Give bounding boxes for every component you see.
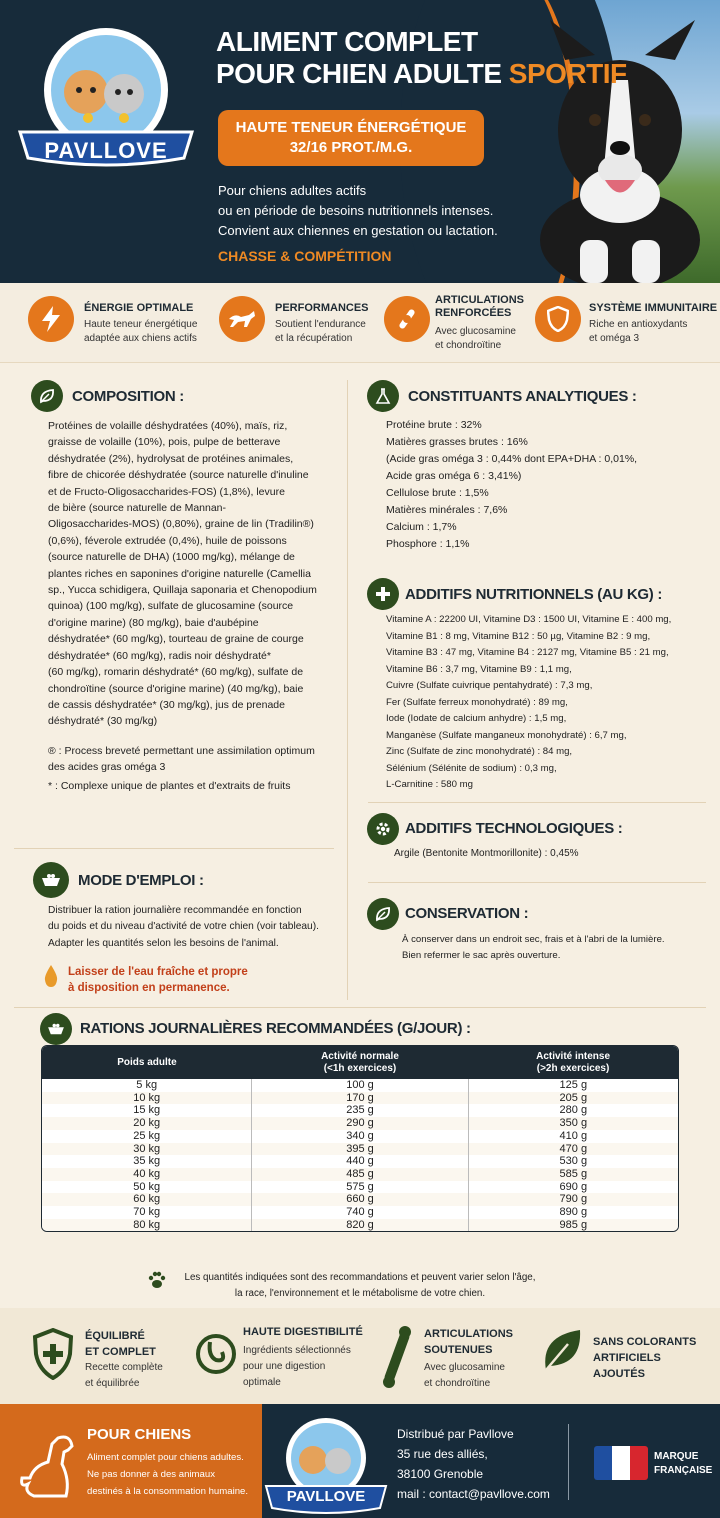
table-row bbox=[42, 1155, 678, 1168]
feature-desc-line: et oméga 3 bbox=[589, 333, 640, 344]
additive-line: Cuivre (Sulfate cuivrique pentahydraté) : 7,3 mg, bbox=[386, 680, 593, 691]
analytical-line: Calcium : 1,7% bbox=[386, 521, 457, 533]
benefit-desc-line: pour une digestion bbox=[243, 1361, 326, 1372]
stomach-icon bbox=[196, 1332, 236, 1376]
cell-weight: 80 kg bbox=[42, 1219, 252, 1232]
logo-text: PAVLLOVE bbox=[44, 138, 168, 163]
feature-desc-line: adaptée aux chiens actifs bbox=[84, 333, 197, 344]
intro-line: Pour chiens adultes actifs bbox=[218, 183, 367, 198]
composition-note: * : Complexe unique de plantes et d'extraits de fruits bbox=[48, 780, 291, 792]
rations-table bbox=[41, 1045, 679, 1232]
composition-line: déshydraté* (30 mg/kg) bbox=[48, 715, 158, 728]
composition-line: (0,6%), féverole extrudée (0,4%), huile de poissons bbox=[48, 534, 287, 547]
cell-intense: 890 g bbox=[559, 1206, 588, 1219]
benefit-desc bbox=[424, 1360, 505, 1392]
table-row bbox=[42, 1181, 678, 1194]
benefits-strip bbox=[0, 1308, 720, 1404]
benefit-desc bbox=[243, 1343, 351, 1391]
feature-title-line: RENFORCÉES bbox=[435, 307, 512, 319]
table-row bbox=[42, 1206, 678, 1219]
composition-line: de bière (source naturelle de Mannan- bbox=[48, 502, 227, 515]
cell-weight: 40 kg bbox=[42, 1168, 252, 1181]
tech-text: Argile (Bentonite Montmorillonite) : 0,45% bbox=[394, 848, 579, 859]
additives-text bbox=[386, 612, 716, 794]
running-dog-icon bbox=[219, 296, 265, 342]
analytical-line: Protéine brute : 32% bbox=[386, 419, 482, 431]
table-header-row bbox=[42, 1046, 678, 1079]
feature-desc bbox=[84, 318, 197, 346]
cell-normal: 290 g bbox=[252, 1117, 468, 1130]
cell-normal: 100 g bbox=[252, 1079, 468, 1092]
gear-icon bbox=[367, 813, 399, 845]
feature-title: PERFORMANCES bbox=[275, 302, 369, 314]
conservation-line: Bien refermer le sac après ouverture. bbox=[402, 950, 561, 962]
title-line-2-text: POUR CHIEN ADULTE bbox=[216, 58, 509, 89]
feature-desc-line: et la récupération bbox=[275, 333, 353, 344]
benefit-desc-line: Recette complète bbox=[85, 1362, 163, 1373]
table-row bbox=[42, 1193, 678, 1206]
benefit-title-line: ET COMPLET bbox=[85, 1346, 156, 1358]
cell-normal: 575 g bbox=[252, 1181, 468, 1194]
benefit-desc bbox=[85, 1360, 163, 1392]
col-header-line: (>2h exercices) bbox=[536, 1062, 610, 1074]
benefit-title-line: AJOUTÉS bbox=[593, 1368, 645, 1380]
composition-line: Oligosaccharides-MOS) (0,80%), graine de lin (Tradilin®) bbox=[48, 518, 314, 531]
analytical-line: Matières grasses brutes : 16% bbox=[386, 436, 528, 448]
composition-line: chondroïtine (source d'origine marine) (40 mg/kg), baie bbox=[48, 682, 304, 695]
plus-icon bbox=[367, 578, 399, 610]
cell-intense: 585 g bbox=[468, 1168, 678, 1181]
address-line: 35 rue des alliés, bbox=[397, 1447, 488, 1461]
feature-desc bbox=[275, 318, 366, 346]
table-row bbox=[42, 1143, 678, 1156]
composition-text bbox=[48, 418, 343, 730]
composition-line: graisse de volaille (10%), pois, pulpe de betterave bbox=[48, 436, 281, 449]
cell-intense: 530 g bbox=[559, 1155, 588, 1168]
cell-normal: 740 g bbox=[252, 1206, 468, 1219]
badge-line-2: 32/16 PROT./M.G. bbox=[289, 139, 413, 156]
title-line-2 bbox=[216, 58, 627, 90]
rations-title: RATIONS JOURNALIÈRES RECOMMANDÉES (G/JOUR) : bbox=[80, 1020, 471, 1037]
cell-weight: 50 kg bbox=[42, 1181, 252, 1194]
tech-title: ADDITIFS TECHNOLOGIQUES : bbox=[405, 820, 623, 837]
label-line: MARQUE bbox=[654, 1451, 699, 1462]
benefit-desc-line: et équilibrée bbox=[85, 1378, 140, 1389]
lightning-icon bbox=[28, 296, 74, 342]
french-flag-icon bbox=[594, 1446, 648, 1480]
additive-line: Manganèse (Sulfate manganeux monohydraté) : 6,7 mg, bbox=[386, 729, 627, 741]
cell-weight: 70 kg bbox=[42, 1206, 252, 1219]
composition-line: plantes riches en saponines d'origine naturelle (Camellia bbox=[48, 567, 311, 580]
composition-title: COMPOSITION : bbox=[72, 388, 184, 405]
analytical-line: Phosphore : 1,1% bbox=[386, 538, 470, 550]
col-header-line: Activité normale bbox=[321, 1050, 399, 1062]
title-line-1: ALIMENT COMPLET bbox=[216, 26, 478, 57]
composition-line: et de Fructo-Oligosaccharides-FOS) (1,8%), levure bbox=[48, 485, 285, 498]
feature-desc-line: Haute teneur énergétique bbox=[84, 319, 198, 330]
cell-weight: 15 kg bbox=[42, 1104, 252, 1117]
cell-intense: 410 g bbox=[559, 1129, 588, 1142]
badge-line-1: HAUTE TENEUR ÉNERGÉTIQUE bbox=[235, 119, 467, 136]
water-line: Laisser de l'eau fraîche et propre bbox=[68, 966, 248, 978]
feature-title bbox=[435, 294, 524, 320]
additives-title: ADDITIFS NUTRITIONNELS (AU KG) : bbox=[405, 586, 663, 603]
composition-line: sp., Yucca schidigera, Quillaja saponaria et Chenopodium bbox=[48, 584, 317, 597]
benefit-title bbox=[85, 1328, 156, 1360]
additive-line: Sélénium (Sélénite de sodium) : 0,3 mg, bbox=[386, 762, 557, 774]
composition-note bbox=[48, 743, 343, 776]
cell-intense: 470 g bbox=[468, 1143, 678, 1156]
sitting-dog-icon bbox=[18, 1430, 80, 1502]
address-line: 38100 Grenoble bbox=[397, 1467, 484, 1481]
bowl-icon bbox=[33, 862, 69, 898]
cell-weight: 60 kg bbox=[42, 1193, 252, 1206]
analytical-line: Matières minérales : 7,6% bbox=[386, 504, 508, 516]
cell-intense: 690 g bbox=[559, 1180, 588, 1193]
feature-desc-line: Avec glucosamine bbox=[435, 326, 516, 337]
composition-line: (60 mg/kg), romarin déshydraté* (60 mg/kg), sulfate de bbox=[48, 666, 304, 679]
feature-desc-line: Riche en antioxydants bbox=[589, 319, 688, 330]
footer-title: POUR CHIENS bbox=[87, 1426, 192, 1443]
additive-line: Zinc (Sulfate de zinc monohydraté) : 84 mg, bbox=[386, 746, 573, 757]
feature-title: SYSTÈME IMMUNITAIRE bbox=[589, 302, 718, 314]
french-brand-label bbox=[654, 1450, 712, 1478]
composition-line: déshydratée* (60 mg/kg), radis noir déshydraté* bbox=[48, 649, 271, 662]
water-line: à disposition en permanence. bbox=[68, 982, 230, 994]
water-drop-icon bbox=[43, 964, 59, 988]
composition-line: déshydratée (2%), hydrolysat de protéines animales, bbox=[48, 452, 294, 465]
feature-desc-line: Soutient l'endurance bbox=[275, 319, 366, 330]
bone-icon bbox=[378, 1324, 416, 1390]
additive-line: L-Carnitine : 580 mg bbox=[386, 779, 473, 790]
divider bbox=[14, 848, 334, 849]
feature-desc-line: et chondroïtine bbox=[435, 340, 502, 351]
additive-line: Iode (Iodate de calcium anhydre) : 1,5 mg, bbox=[386, 713, 567, 724]
benefit-title: HAUTE DIGESTIBILITÉ bbox=[243, 1326, 363, 1338]
leaf-icon bbox=[538, 1326, 584, 1374]
analytical-text bbox=[386, 417, 706, 553]
col-header-normal bbox=[252, 1046, 468, 1079]
conservation-text bbox=[402, 932, 665, 965]
analytical-line: Cellulose brute : 1,5% bbox=[386, 487, 489, 499]
usage-line: Distribuer la ration journalière recommandée en fonction bbox=[48, 905, 302, 916]
cell-normal: 170 g bbox=[252, 1092, 468, 1105]
col-header-weight: Poids adulte bbox=[42, 1046, 252, 1079]
additive-line: Fer (Sulfate ferreux monohydraté) : 89 mg, bbox=[386, 696, 568, 708]
table-row bbox=[42, 1092, 678, 1105]
note-line: la race, l'environnement et le métabolisme de votre chien. bbox=[234, 1288, 486, 1299]
feature-strip bbox=[0, 283, 720, 363]
flask-icon bbox=[367, 380, 399, 412]
note-line: ® : Process breveté permettant une assimilation optimum bbox=[48, 745, 315, 757]
header-banner bbox=[0, 0, 720, 283]
intro-text bbox=[218, 181, 498, 241]
label-line: FRANÇAISE bbox=[654, 1465, 713, 1476]
cell-normal: 660 g bbox=[252, 1193, 468, 1206]
benefit-title-line: SANS COLORANTS bbox=[593, 1336, 697, 1348]
cell-normal: 340 g bbox=[252, 1130, 468, 1143]
contact-email[interactable]: mail : contact@pavllove.com bbox=[397, 1487, 550, 1501]
analytical-line: Acide gras oméga 6 : 3,41%) bbox=[386, 470, 522, 482]
footer-line: Ne pas donner à des animaux bbox=[87, 1469, 215, 1480]
benefit-desc-line: et chondroïtine bbox=[424, 1378, 491, 1389]
tagline: CHASSE & COMPÉTITION bbox=[218, 248, 392, 264]
cell-normal: 820 g bbox=[252, 1219, 468, 1232]
conservation-line: À conserver dans un endroit sec, frais et à l'abri de la lumière. bbox=[402, 934, 665, 945]
usage-text bbox=[48, 903, 348, 952]
col-header-intense bbox=[468, 1046, 678, 1079]
table-row bbox=[42, 1079, 678, 1092]
title-highlight: SPORTIF bbox=[508, 58, 627, 89]
bone-joint-icon bbox=[384, 296, 430, 342]
cell-normal: 395 g bbox=[252, 1143, 468, 1156]
intro-line: ou en période de besoins nutritionnels intenses. bbox=[218, 203, 494, 218]
cell-weight: 35 kg bbox=[42, 1155, 252, 1168]
address-line: Distribué par Pavllove bbox=[397, 1427, 514, 1441]
composition-line: fibre de chicorée déshydratée (source naturelle d'inuline bbox=[48, 469, 309, 482]
table-row bbox=[42, 1117, 678, 1130]
benefit-desc-line: Ingrédients sélectionnés bbox=[243, 1345, 351, 1356]
additive-line: Vitamine B3 : 47 mg, Vitamine B4 : 2127 mg, Vitamine B5 : 21 mg, bbox=[386, 647, 669, 658]
composition-line: (source naturelle de DHA) (1000 mg/kg), mélange de bbox=[48, 551, 295, 564]
table-row bbox=[42, 1219, 678, 1232]
footer-divider bbox=[568, 1424, 569, 1500]
benefit-desc-line: optimale bbox=[243, 1377, 281, 1388]
cell-weight: 20 kg bbox=[42, 1117, 252, 1130]
cell-normal: 235 g bbox=[252, 1104, 468, 1117]
benefit-title bbox=[424, 1326, 513, 1358]
cell-normal: 440 g bbox=[252, 1155, 468, 1168]
note-line: Les quantités indiquées sont des recommandations et peuvent varier selon l'âge, bbox=[184, 1272, 536, 1283]
composition-line: Protéines de volaille déshydratées (40%), maïs, riz, bbox=[48, 420, 288, 432]
analytical-line: (Acide gras oméga 3 : 0,44% dont EPA+DHA : 0,01%, bbox=[386, 453, 638, 465]
divider bbox=[14, 1007, 706, 1008]
footer-line: Aliment complet pour chiens adultes. bbox=[87, 1452, 244, 1463]
cell-normal: 485 g bbox=[252, 1168, 468, 1181]
flag-white bbox=[612, 1446, 630, 1480]
col-header-line: (<1h exercices) bbox=[323, 1062, 397, 1074]
table-row bbox=[42, 1104, 678, 1117]
table-body bbox=[42, 1079, 678, 1231]
footer-distributor bbox=[262, 1404, 720, 1518]
benefit-title-line: ARTICULATIONS bbox=[424, 1328, 514, 1340]
energy-badge bbox=[218, 110, 484, 166]
table-row bbox=[42, 1130, 678, 1143]
benefit-desc-line: Avec glucosamine bbox=[424, 1362, 505, 1373]
feature-desc bbox=[435, 325, 516, 353]
feature-title: ÉNERGIE OPTIMALE bbox=[84, 302, 194, 314]
table-row bbox=[42, 1168, 678, 1181]
leaf-icon bbox=[31, 380, 63, 412]
benefit-title bbox=[593, 1334, 696, 1382]
benefit-title-line: SOUTENUES bbox=[424, 1344, 493, 1356]
footer-line: destinés à la consommation humaine. bbox=[87, 1486, 249, 1497]
divider bbox=[368, 802, 706, 803]
composition-line: quinoa) (100 mg/kg), sulfate de glucosamine (source bbox=[48, 600, 294, 613]
rations-grid bbox=[42, 1046, 678, 1231]
cell-weight: 10 kg bbox=[42, 1092, 252, 1105]
col-header-line: Activité intense bbox=[536, 1050, 611, 1062]
composition-line: déshydratée* (60 mg/kg), tourteau de graine de courge bbox=[48, 633, 304, 646]
water-note bbox=[68, 964, 248, 996]
footer-warning bbox=[87, 1449, 248, 1500]
conservation-title: CONSERVATION : bbox=[405, 905, 529, 922]
note-line: des acides gras oméga 3 bbox=[48, 761, 166, 774]
benefit-title-line: ÉQUILIBRÉ bbox=[85, 1330, 145, 1342]
divider bbox=[368, 882, 706, 883]
cell-intense: 205 g bbox=[468, 1092, 678, 1105]
rations-note bbox=[160, 1270, 560, 1302]
cell-intense: 790 g bbox=[468, 1193, 678, 1206]
cell-weight: 5 kg bbox=[42, 1079, 252, 1092]
cell-weight: 30 kg bbox=[42, 1143, 252, 1156]
analytical-title: CONSTITUANTS ANALYTIQUES : bbox=[408, 388, 637, 405]
cell-weight: 25 kg bbox=[42, 1130, 252, 1143]
usage-line: du poids et du niveau d'activité de votre chien (voir tableau). bbox=[48, 921, 319, 933]
product-title bbox=[216, 26, 627, 90]
cell-intense: 985 g bbox=[468, 1219, 678, 1232]
benefit-title-line: ARTIFICIELS bbox=[593, 1352, 661, 1364]
footer-logo-text: PAVLLOVE bbox=[286, 1488, 366, 1505]
footer-pet-note bbox=[0, 1404, 262, 1518]
flag-red bbox=[630, 1446, 648, 1480]
feature-title-line: ARTICULATIONS bbox=[435, 294, 525, 306]
additive-line: Vitamine B6 : 3,7 mg, Vitamine B9 : 1,1 mg, bbox=[386, 663, 572, 675]
intro-line: Convient aux chiennes en gestation ou lactation. bbox=[218, 223, 498, 238]
usage-line: Adapter les quantités selon les besoins de l'animal. bbox=[48, 937, 279, 949]
shield-cross-icon bbox=[32, 1328, 74, 1380]
shield-icon bbox=[535, 296, 581, 342]
additive-line: Vitamine A : 22200 UI, Vitamine D3 : 1500 UI, Vitamine E : 400 mg, bbox=[386, 614, 672, 625]
cell-intense: 125 g bbox=[559, 1079, 588, 1091]
cell-intense: 280 g bbox=[559, 1104, 588, 1117]
feature-desc bbox=[589, 318, 687, 346]
cell-intense: 350 g bbox=[468, 1117, 678, 1130]
leaf-icon bbox=[367, 898, 399, 930]
additive-line: Vitamine B1 : 8 mg, Vitamine B12 : 50 µg, Vitamine B2 : 9 mg, bbox=[386, 630, 651, 642]
composition-line: de cassis déshydratée* (30 mg/kg), jus de prenade bbox=[48, 698, 285, 711]
distributor-address bbox=[397, 1424, 550, 1504]
usage-title: MODE D'EMPLOI : bbox=[78, 872, 204, 889]
flag-blue bbox=[594, 1446, 612, 1480]
bowl-icon bbox=[40, 1013, 72, 1045]
composition-line: d'origine marine) (80 mg/kg), baie d'aubépine bbox=[48, 616, 259, 629]
